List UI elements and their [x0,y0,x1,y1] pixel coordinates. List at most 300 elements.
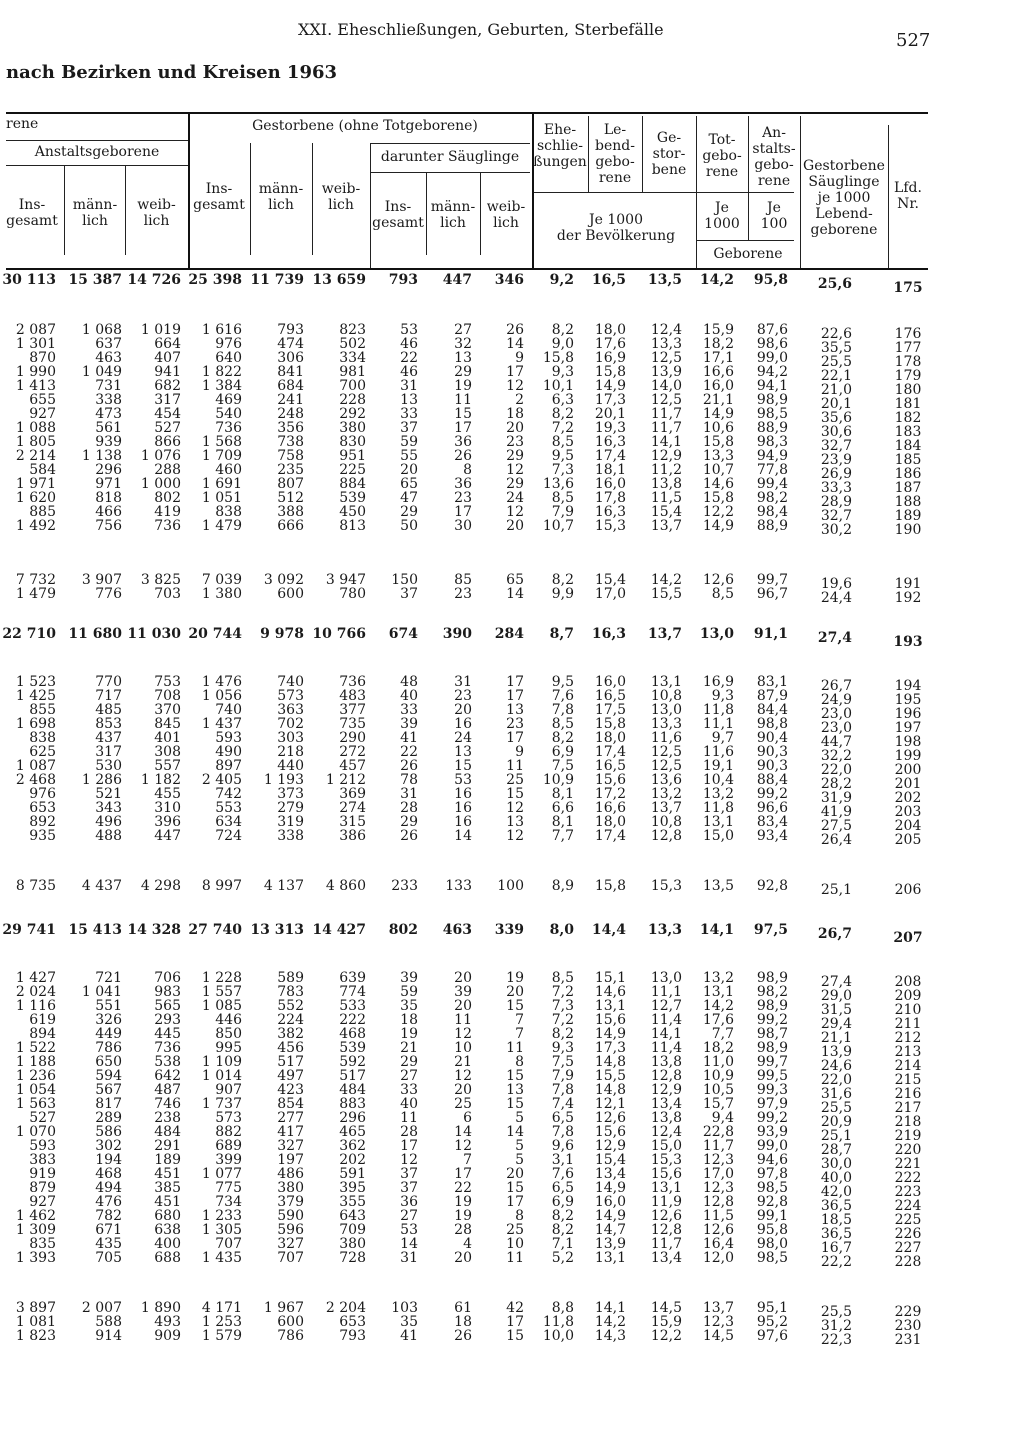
cell-maennlich: 530 [95,758,122,774]
cell-tot-rate: 10,7 [702,462,734,478]
cell-gest-insgesamt: 775 [215,1180,242,1196]
cell-saeug-insgesamt: 18 [400,1012,418,1028]
cell-gest-maennlich: 783 [277,984,304,1000]
cell-saeug-rate: 31,9 [820,790,852,806]
cell-lebend-rate: 18,0 [594,814,626,830]
cell-insgesamt: 1 393 [15,1250,56,1266]
cell-tot-rate: 16,4 [702,1236,734,1252]
cell-lebend-rate: 16,0 [594,476,626,492]
cell-saeug-rate: 36,5 [820,1226,852,1242]
cell-tot-rate: 15,8 [702,434,734,450]
cell-lebend-rate: 14,1 [594,1300,626,1316]
cell-maennlich: 338 [95,392,122,408]
cell-saeug-weiblich: 29 [506,476,524,492]
cell-insgesamt: 838 [29,730,56,746]
cell-saeug-maennlich: 20 [454,1250,472,1266]
cell-anst-rate: 83,4 [756,814,788,830]
cell-gest-rate: 14,1 [650,1026,682,1042]
cell-saeug-rate: 23,9 [820,452,852,468]
cell-weiblich: 14 328 [127,922,181,938]
cell-saeug-weiblich: 7 [515,1026,524,1042]
cell-gest-weiblich: 780 [339,586,366,602]
cell-saeug-maennlich: 21 [454,1054,472,1070]
cell-gest-insgesamt: 1 380 [201,586,242,602]
cell-tot-rate: 12,6 [702,1222,734,1238]
cell-anst-rate: 98,9 [756,998,788,1014]
cell-saeug-weiblich: 23 [506,716,524,732]
cell-ehe-rate: 9,6 [551,1138,574,1154]
cell-gest-rate: 11,9 [650,1194,682,1210]
cell-gest-insgesamt: 1 616 [201,322,242,338]
cell-anst-rate: 98,9 [756,970,788,986]
cell-saeug-rate: 29,4 [820,1016,852,1032]
cell-weiblich: 308 [154,744,181,760]
cell-gest-weiblich: 517 [339,1068,366,1084]
cell-saeug-insgesamt: 31 [400,1250,418,1266]
cell-maennlich: 1 286 [81,772,122,788]
cell-ehe-rate: 10,7 [542,518,574,534]
cell-anst-rate: 98,7 [756,1026,788,1042]
cell-lebend-rate: 15,4 [594,572,626,588]
cell-weiblich: 454 [154,406,181,422]
cell-insgesamt: 927 [29,406,56,422]
cell-lebend-rate: 14,9 [594,378,626,394]
cell-gest-maennlich: 786 [277,1328,304,1344]
cell-saeug-maennlich: 26 [454,1328,472,1344]
cell-gest-insgesamt: 1 384 [201,378,242,394]
cell-lebend-rate: 17,8 [594,490,626,506]
cell-maennlich: 317 [95,744,122,760]
cell-lebend-rate: 16,5 [594,688,626,704]
cell-ehe-rate: 7,5 [551,1054,574,1070]
cell-gest-rate: 11,5 [650,490,682,506]
cell-saeug-maennlich: 18 [454,1314,472,1330]
cell-weiblich: 385 [154,1180,181,1196]
cell-lfd-nr: 201 [894,776,922,792]
cell-ehe-rate: 9,0 [551,336,574,352]
cell-ehe-rate: 8,2 [551,1208,574,1224]
cell-lebend-rate: 19,3 [594,420,626,436]
cell-anst-rate: 99,3 [756,1082,788,1098]
cell-gest-insgesamt: 490 [215,744,242,760]
cell-lebend-rate: 14,9 [594,1180,626,1196]
cell-anst-rate: 84,4 [756,702,788,718]
cell-gest-insgesamt: 1 253 [201,1314,242,1330]
cell-lebend-rate: 17,0 [594,586,626,602]
cell-anst-rate: 99,4 [756,476,788,492]
cell-maennlich: 588 [95,1314,122,1330]
cell-weiblich: 3 825 [140,572,181,588]
cell-weiblich: 565 [154,998,181,1014]
cell-lfd-nr: 210 [894,1002,922,1018]
cell-gest-maennlich: 279 [277,800,304,816]
cell-gest-rate: 11,7 [650,406,682,422]
cell-saeug-maennlich: 16 [454,800,472,816]
header-rule-anstalts-bottom [6,165,188,166]
cell-lfd-nr: 185 [894,452,922,468]
cell-gest-insgesamt: 540 [215,406,242,422]
cell-weiblich: 557 [154,758,181,774]
table-row [0,1250,1024,1270]
cell-saeug-weiblich: 14 [506,1124,524,1140]
cell-saeug-insgesamt: 65 [400,476,418,492]
cell-maennlich: 494 [95,1180,122,1196]
cell-saeug-maennlich: 19 [454,1208,472,1224]
cell-lebend-rate: 15,8 [594,878,626,894]
cell-saeug-weiblich: 42 [506,1300,524,1316]
cell-maennlich: 939 [95,434,122,450]
cell-gest-insgesamt: 995 [215,1040,242,1056]
cell-saeug-weiblich: 29 [506,448,524,464]
cell-gest-maennlich: 388 [277,504,304,520]
cell-gest-maennlich: 807 [277,476,304,492]
cell-ehe-rate: 6,3 [551,392,574,408]
cell-gest-rate: 12,8 [650,828,682,844]
cell-lfd-nr: 181 [894,396,922,412]
cell-lfd-nr: 179 [894,368,922,384]
cell-weiblich: 445 [154,1026,181,1042]
cell-gest-insgesamt: 27 740 [188,922,242,938]
cell-gest-insgesamt: 1 437 [201,716,242,732]
cell-saeug-weiblich: 5 [515,1138,524,1154]
cell-gest-weiblich: 830 [339,434,366,450]
cell-lfd-nr: 231 [894,1332,922,1348]
cell-insgesamt: 2 087 [15,322,56,338]
cell-tot-rate: 12,3 [702,1314,734,1330]
cell-gest-weiblich: 883 [339,1096,366,1112]
cell-weiblich: 642 [154,1068,181,1084]
cell-saeug-rate: 24,4 [820,590,852,606]
cell-gest-insgesamt: 724 [215,828,242,844]
cell-weiblich: 370 [154,702,181,718]
cell-lfd-nr: 205 [894,832,922,848]
header-top-left: rene [6,116,39,132]
cell-saeug-insgesamt: 793 [388,272,418,288]
header-rule-anstalts-top [6,140,188,141]
cell-gest-maennlich: 573 [277,688,304,704]
cell-lfd-nr: 193 [893,634,923,650]
cell-gest-weiblich: 484 [339,1082,366,1098]
cell-saeug-maennlich: 447 [442,272,472,288]
cell-gest-maennlich: 841 [277,364,304,380]
cell-saeug-maennlich: 13 [454,350,472,366]
cell-saeug-weiblich: 5 [515,1110,524,1126]
header-gest: Ge- stor- bene [651,130,687,178]
cell-saeug-rate: 40,0 [820,1170,852,1186]
cell-maennlich: 435 [95,1236,122,1252]
cell-ehe-rate: 9,3 [551,1040,574,1056]
cell-ehe-rate: 9,5 [551,448,574,464]
cell-saeug-weiblich: 13 [506,702,524,718]
cell-lebend-rate: 17,4 [594,828,626,844]
header-rule-geborene [696,240,794,241]
table-row [0,878,1024,898]
cell-anst-rate: 77,8 [756,462,788,478]
cell-insgesamt: 892 [29,814,56,830]
cell-gest-weiblich: 395 [339,1180,366,1196]
cell-saeug-weiblich: 23 [506,434,524,450]
cell-maennlich: 705 [95,1250,122,1266]
cell-saeug-insgesamt: 28 [400,800,418,816]
cell-maennlich: 717 [95,688,122,704]
cell-tot-rate: 15,8 [702,490,734,506]
cell-lfd-nr: 186 [894,466,922,482]
cell-insgesamt: 584 [29,462,56,478]
header-lebend: Le- bend- gebo- rene [595,122,635,186]
cell-gest-maennlich: 497 [277,1068,304,1084]
cell-gest-weiblich: 502 [339,336,366,352]
cell-gest-rate: 13,8 [650,476,682,492]
cell-maennlich: 853 [95,716,122,732]
cell-maennlich: 488 [95,828,122,844]
cell-saeug-weiblich: 13 [506,1082,524,1098]
header-weiblich-2: weib- lich [321,181,361,213]
cell-gest-insgesamt: 882 [215,1124,242,1140]
cell-gest-weiblich: 225 [339,462,366,478]
cell-lebend-rate: 14,9 [594,1026,626,1042]
cell-saeug-maennlich: 16 [454,786,472,802]
cell-gest-insgesamt: 553 [215,800,242,816]
cell-saeug-rate: 25,5 [820,1304,852,1320]
cell-gest-insgesamt: 736 [215,420,242,436]
cell-tot-rate: 21,1 [702,392,734,408]
cell-lfd-nr: 228 [894,1254,922,1270]
cell-anst-rate: 98,3 [756,434,788,450]
cell-anst-rate: 91,1 [753,626,788,642]
cell-saeug-weiblich: 12 [506,504,524,520]
cell-tot-rate: 16,0 [702,378,734,394]
cell-tot-rate: 14,2 [702,998,734,1014]
cell-saeug-weiblich: 17 [506,730,524,746]
cell-anst-rate: 98,9 [756,1040,788,1056]
cell-ehe-rate: 8,1 [551,814,574,830]
cell-ehe-rate: 7,3 [551,998,574,1014]
cell-gest-insgesamt: 1 476 [201,674,242,690]
cell-gest-weiblich: 457 [339,758,366,774]
cell-anst-rate: 99,2 [756,1110,788,1126]
cell-maennlich: 468 [95,1166,122,1182]
cell-gest-maennlich: 440 [277,758,304,774]
cell-saeug-insgesamt: 31 [400,378,418,394]
cell-saeug-maennlich: 14 [454,1124,472,1140]
cell-weiblich: 1 890 [140,1300,181,1316]
cell-insgesamt: 1 479 [15,586,56,602]
cell-saeug-insgesamt: 21 [400,1040,418,1056]
cell-saeug-weiblich: 15 [506,1068,524,1084]
cell-gest-insgesamt: 1 709 [201,448,242,464]
cell-maennlich: 194 [95,1152,122,1168]
cell-gest-rate: 11,4 [650,1012,682,1028]
cell-weiblich: 451 [154,1194,181,1210]
cell-lfd-nr: 223 [894,1184,922,1200]
cell-saeug-insgesamt: 150 [391,572,418,588]
cell-ehe-rate: 6,6 [551,800,574,816]
cell-gest-weiblich: 539 [339,490,366,506]
cell-anst-rate: 88,9 [756,420,788,436]
cell-weiblich: 400 [154,1236,181,1252]
cell-ehe-rate: 10,0 [542,1328,574,1344]
cell-lebend-rate: 16,0 [594,1194,626,1210]
cell-saeug-weiblich: 14 [506,336,524,352]
cell-saeug-weiblich: 24 [506,490,524,506]
cell-tot-rate: 13,1 [702,814,734,830]
cell-insgesamt: 1 990 [15,364,56,380]
cell-saeug-maennlich: 133 [445,878,472,894]
cell-saeug-insgesamt: 29 [400,1054,418,1070]
header-lfd: Lfd. Nr. [894,180,922,212]
cell-lebend-rate: 17,3 [594,392,626,408]
cell-anst-rate: 97,9 [756,1096,788,1112]
cell-gest-weiblich: 468 [339,1026,366,1042]
cell-gest-weiblich: 10 766 [312,626,366,642]
cell-anst-rate: 98,6 [756,336,788,352]
cell-gest-weiblich: 653 [339,1314,366,1330]
cell-insgesamt: 976 [29,786,56,802]
cell-lfd-nr: 177 [894,340,922,356]
cell-lebend-rate: 12,9 [594,1138,626,1154]
cell-saeug-insgesamt: 35 [400,998,418,1014]
cell-gest-insgesamt: 1 085 [201,998,242,1014]
cell-saeug-weiblich: 20 [506,518,524,534]
cell-anst-rate: 97,8 [756,1166,788,1182]
cell-gest-maennlich: 740 [277,674,304,690]
cell-gest-weiblich: 774 [339,984,366,1000]
header-geborene: Geborene [713,246,783,262]
cell-insgesamt: 1 523 [15,674,56,690]
cell-gest-rate: 12,9 [650,448,682,464]
cell-lfd-nr: 213 [894,1044,922,1060]
cell-maennlich: 463 [95,350,122,366]
cell-gest-rate: 11,7 [650,1236,682,1252]
cell-saeug-weiblich: 12 [506,828,524,844]
cell-gest-insgesamt: 689 [215,1138,242,1154]
cell-saeug-maennlich: 12 [454,1026,472,1042]
cell-maennlich: 567 [95,1082,122,1098]
cell-ehe-rate: 7,2 [551,984,574,1000]
cell-gest-maennlich: 793 [277,322,304,338]
cell-insgesamt: 1 563 [15,1096,56,1112]
cell-saeug-rate: 30,6 [820,424,852,440]
cell-tot-rate: 17,1 [702,350,734,366]
cell-anst-rate: 98,5 [756,406,788,422]
cell-saeug-insgesamt: 37 [400,420,418,436]
cell-saeug-rate: 26,7 [820,678,852,694]
cell-gest-maennlich: 11 739 [250,272,304,288]
cell-anst-rate: 97,5 [753,922,788,938]
cell-saeug-rate: 19,6 [820,576,852,592]
cell-ehe-rate: 6,5 [551,1180,574,1196]
cell-saeug-rate: 36,5 [820,1198,852,1214]
cell-maennlich: 3 907 [81,572,122,588]
cell-saeug-maennlich: 28 [454,1222,472,1238]
cell-gest-insgesamt: 1 568 [201,434,242,450]
cell-weiblich: 288 [154,462,181,478]
header-saeug-rate: Gestorbene Säuglinge je 1000 Lebend- geborene [803,158,885,238]
cell-anst-rate: 99,0 [756,1138,788,1154]
cell-gest-weiblich: 290 [339,730,366,746]
cell-insgesamt: 1 088 [15,420,56,436]
cell-gest-insgesamt: 640 [215,350,242,366]
cell-insgesamt: 593 [29,1138,56,1154]
cell-saeug-insgesamt: 26 [400,828,418,844]
cell-insgesamt: 855 [29,702,56,718]
cell-saeug-maennlich: 39 [454,984,472,1000]
cell-gest-maennlich: 197 [277,1152,304,1168]
cell-saeug-insgesamt: 233 [391,878,418,894]
cell-maennlich: 1 138 [81,448,122,464]
cell-gest-maennlich: 707 [277,1250,304,1266]
cell-weiblich: 1 000 [140,476,181,492]
cell-saeug-maennlich: 8 [463,462,472,478]
cell-gest-insgesamt: 7 039 [201,572,242,588]
cell-saeug-insgesamt: 13 [400,392,418,408]
cell-gest-rate: 13,8 [650,1054,682,1070]
cell-saeug-maennlich: 15 [454,758,472,774]
cell-saeug-maennlich: 31 [454,674,472,690]
cell-saeug-weiblich: 15 [506,1180,524,1196]
cell-saeug-insgesamt: 41 [400,730,418,746]
cell-insgesamt: 29 741 [2,922,56,938]
cell-weiblich: 291 [154,1138,181,1154]
cell-anst-rate: 98,0 [756,1236,788,1252]
cell-saeug-rate: 26,7 [817,926,852,942]
cell-lfd-nr: 175 [893,280,923,296]
cell-saeug-insgesamt: 50 [400,518,418,534]
cell-gest-rate: 13,4 [650,1250,682,1266]
cell-anst-rate: 96,7 [756,586,788,602]
cell-anst-rate: 99,2 [756,786,788,802]
cell-saeug-insgesamt: 27 [400,1068,418,1084]
cell-anst-rate: 95,8 [756,1222,788,1238]
cell-lfd-nr: 226 [894,1226,922,1242]
cell-gest-rate: 12,9 [650,1082,682,1098]
cell-saeug-rate: 21,0 [820,382,852,398]
cell-gest-insgesamt: 740 [215,702,242,718]
cell-gest-weiblich: 296 [339,1110,366,1126]
cell-saeug-rate: 25,5 [820,1100,852,1116]
cell-saeug-maennlich: 24 [454,730,472,746]
cell-tot-rate: 11,5 [702,1208,734,1224]
cell-gest-rate: 15,3 [650,878,682,894]
header-je100: Je 100 [760,200,788,232]
cell-tot-rate: 13,7 [702,1300,734,1316]
cell-saeug-rate: 24,6 [820,1058,852,1074]
cell-weiblich: 4 298 [140,878,181,894]
cell-insgesamt: 619 [29,1012,56,1028]
cell-gest-maennlich: 9 978 [260,626,304,642]
cell-saeug-rate: 22,1 [820,368,852,384]
cell-saeug-maennlich: 11 [454,392,472,408]
cell-saeug-weiblich: 17 [506,674,524,690]
cell-tot-rate: 11,8 [702,800,734,816]
cell-lebend-rate: 18,1 [594,462,626,478]
cell-weiblich: 703 [154,586,181,602]
cell-tot-rate: 8,5 [711,586,734,602]
cell-saeug-maennlich: 27 [454,322,472,338]
cell-gest-insgesamt: 1 233 [201,1208,242,1224]
cell-saeug-maennlich: 53 [454,772,472,788]
cell-ehe-rate: 6,9 [551,1194,574,1210]
cell-lebend-rate: 14,3 [594,1328,626,1344]
cell-gest-rate: 15,6 [650,1166,682,1182]
cell-gest-insgesamt: 897 [215,758,242,774]
cell-lfd-nr: 203 [894,804,922,820]
cell-maennlich: 786 [95,1040,122,1056]
cell-anst-rate: 98,8 [756,716,788,732]
cell-gest-insgesamt: 742 [215,786,242,802]
cell-gest-rate: 12,2 [650,1328,682,1344]
cell-lfd-nr: 208 [894,974,922,990]
